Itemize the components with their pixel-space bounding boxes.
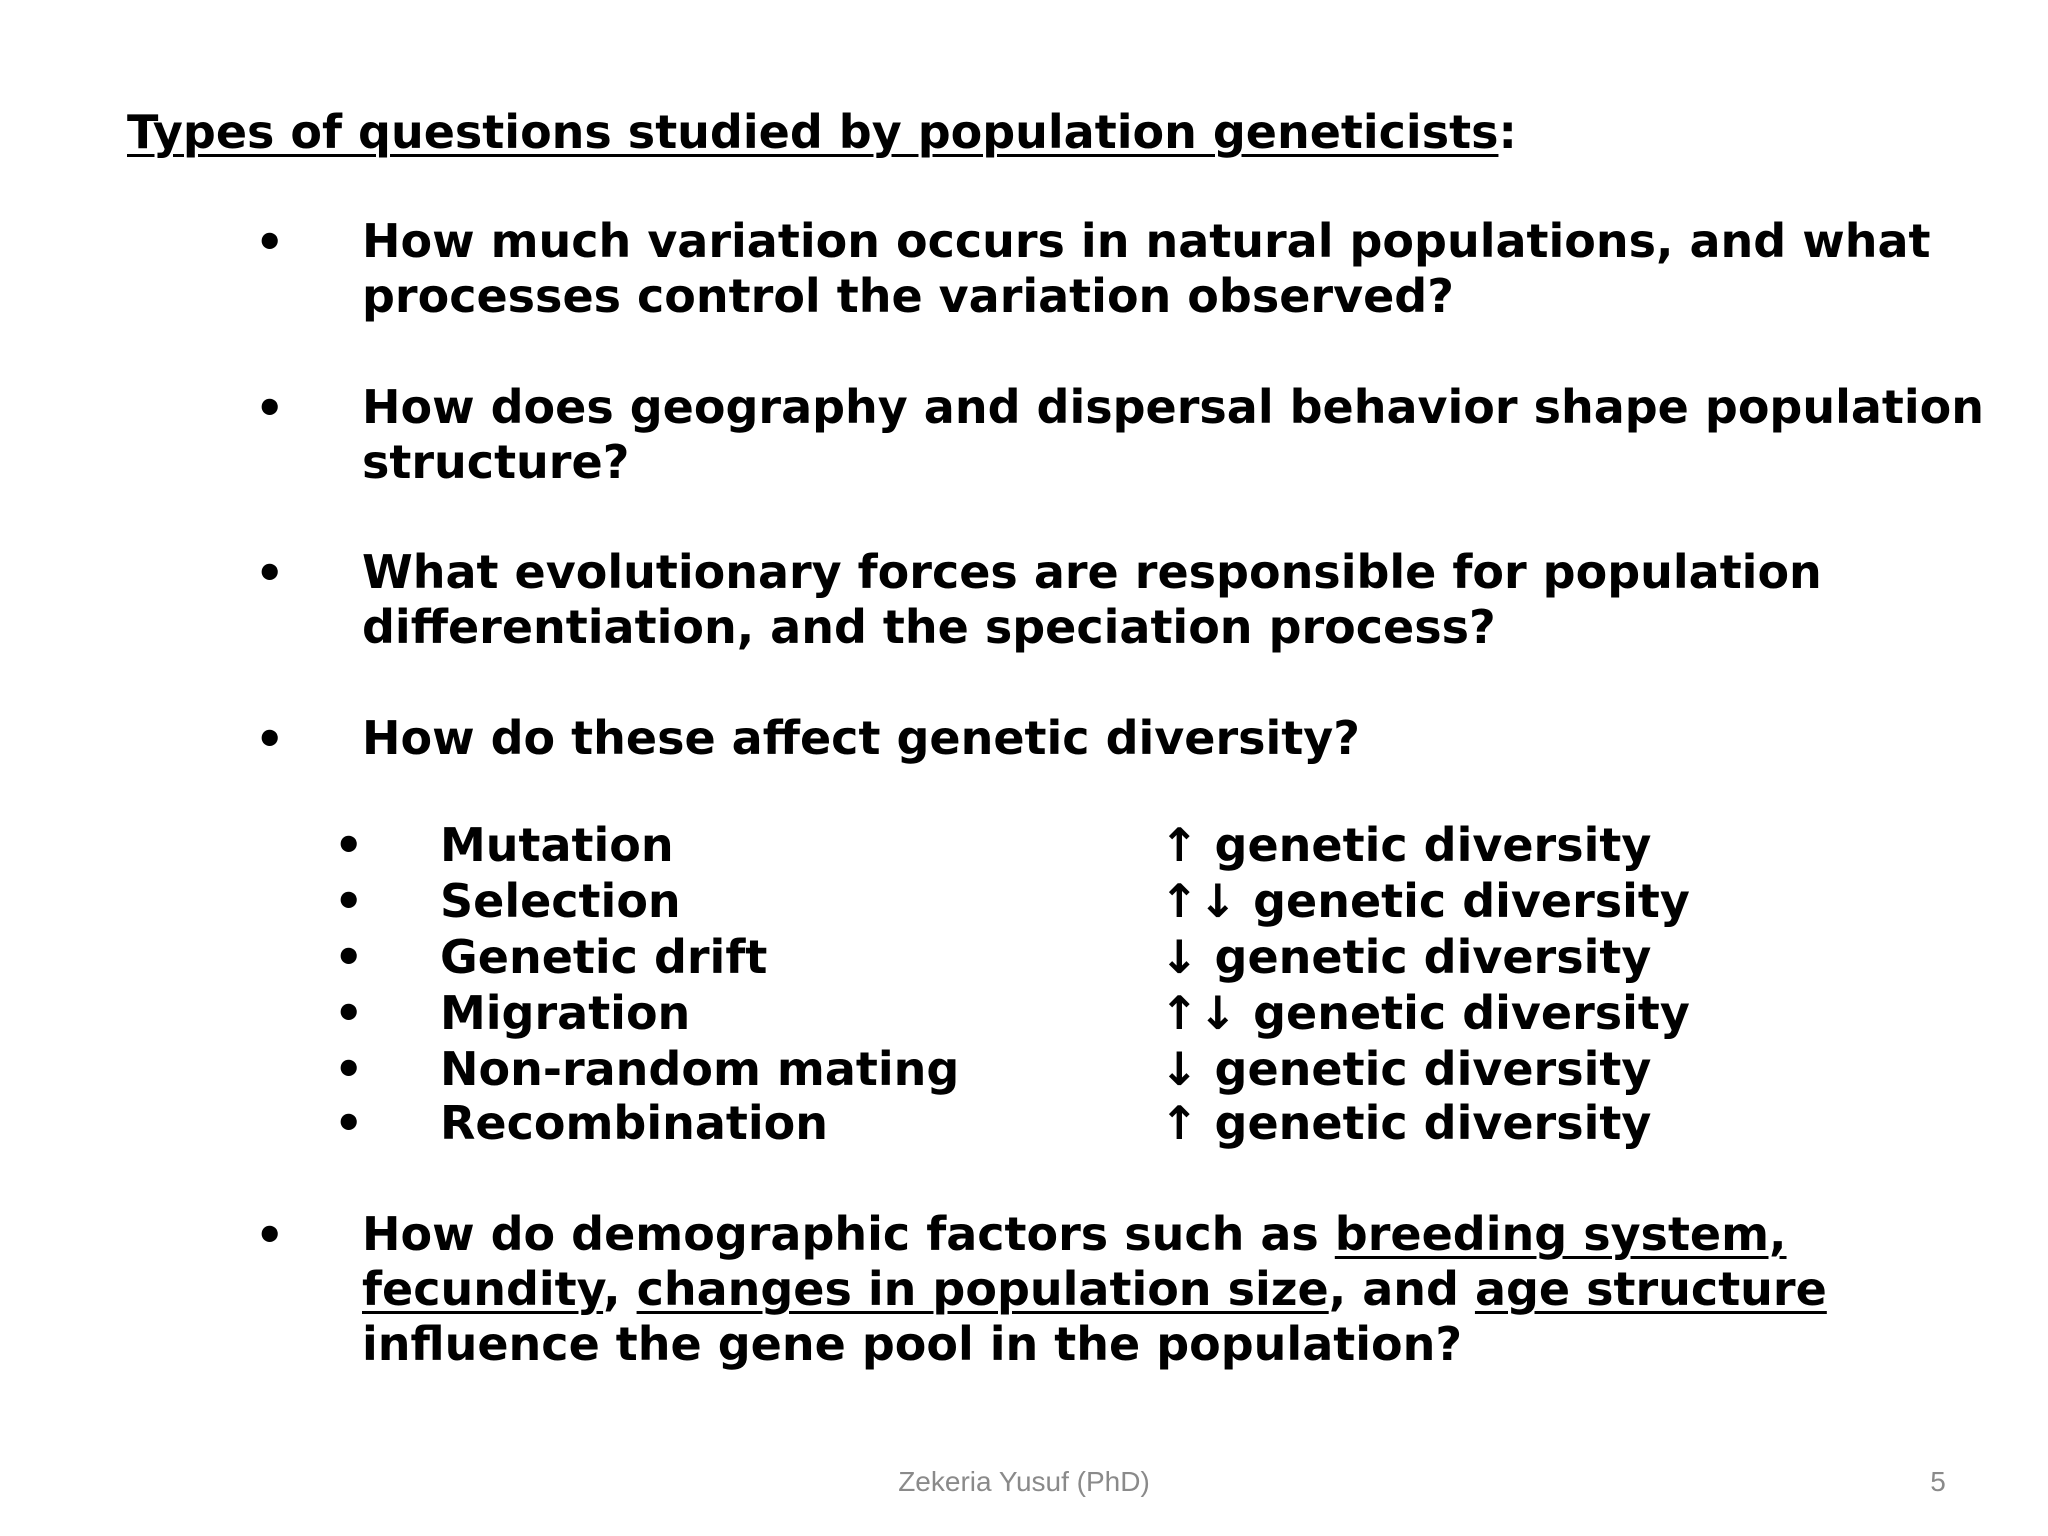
bullet-icon: • xyxy=(255,712,285,766)
force-effect: ↑↓ genetic diversity xyxy=(1160,986,1690,1040)
force-effect: ↓ genetic diversity xyxy=(1160,1042,1652,1096)
force-name: Mutation xyxy=(440,818,674,872)
force-name: Genetic drift xyxy=(440,930,768,984)
question-text: How does geography and dispersal behavior shape population structure? xyxy=(362,380,1985,489)
force-name: Recombination xyxy=(440,1096,829,1150)
force-row xyxy=(0,818,2048,873)
question-text-part: , xyxy=(603,1262,637,1316)
sub-bullet-icon: • xyxy=(334,818,364,872)
force-row xyxy=(0,930,2048,985)
bullet-icon: • xyxy=(255,215,285,269)
force-name: Selection xyxy=(440,874,681,928)
slide-title-text: Types of questions studied by population geneticists xyxy=(127,105,1499,159)
question-text-part: influence the gene pool in the population? xyxy=(362,1317,1463,1371)
population-size-term: changes in population size xyxy=(636,1262,1329,1316)
question-text: How do these affect genetic diversity? xyxy=(362,711,1360,765)
question-text: What evolutionary forces are responsible for population differentiation, and the speciation process? xyxy=(362,545,1822,654)
question-text-part: How do demographic factors such as xyxy=(362,1207,1335,1261)
question-text-demographic xyxy=(362,1207,2002,1372)
force-effect: ↓ genetic diversity xyxy=(1160,930,1652,984)
page-number: 5 xyxy=(1930,1466,1946,1497)
question-text-part: , and xyxy=(1328,1262,1475,1316)
fecundity-term: fecundity xyxy=(362,1262,604,1316)
force-row xyxy=(0,1042,2048,1097)
slide-title-colon: : xyxy=(1498,105,1517,159)
bullet-icon: • xyxy=(255,1208,285,1262)
sub-bullet-icon: • xyxy=(334,874,364,928)
force-row xyxy=(0,986,2048,1041)
bullet-icon: • xyxy=(255,546,285,600)
force-row xyxy=(0,874,2048,929)
force-name: Non-random mating xyxy=(440,1042,960,1096)
breeding-system-term: breeding system, xyxy=(1334,1207,1787,1261)
sub-bullet-icon: • xyxy=(334,930,364,984)
sub-bullet-icon: • xyxy=(334,1096,364,1150)
footer-author: Zekeria Yusuf (PhD) xyxy=(898,1466,1150,1497)
sub-bullet-icon: • xyxy=(334,1042,364,1096)
bullet-icon: • xyxy=(255,381,285,435)
force-effect: ↑ genetic diversity xyxy=(1160,818,1652,872)
force-effect: ↑ genetic diversity xyxy=(1160,1096,1652,1150)
force-row xyxy=(0,1096,2048,1151)
age-structure-term: age structure xyxy=(1474,1262,1827,1316)
question-text: How much variation occurs in natural populations, and what processes control the variation observed? xyxy=(362,214,1931,323)
sub-bullet-icon: • xyxy=(334,986,364,1040)
force-name: Migration xyxy=(440,986,691,1040)
force-effect: ↑↓ genetic diversity xyxy=(1160,874,1690,928)
